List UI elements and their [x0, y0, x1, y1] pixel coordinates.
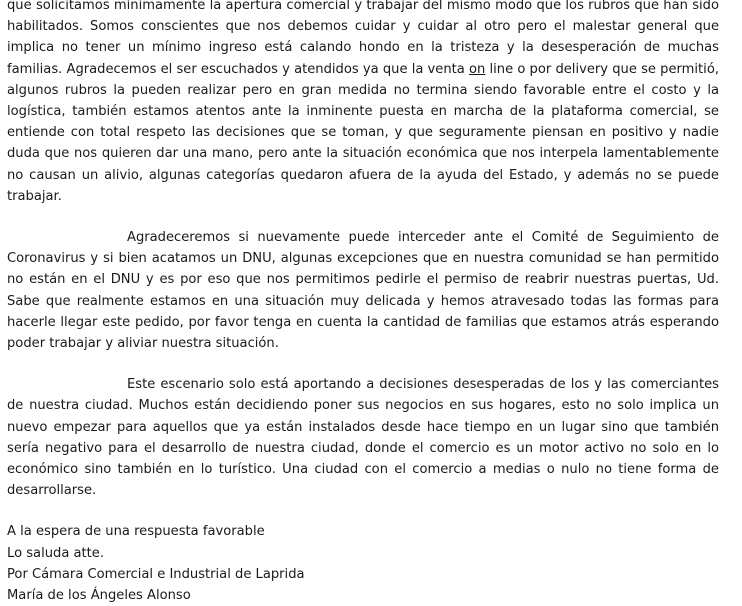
closing-line-farewell: A la espera de una respuesta favorable: [7, 524, 265, 540]
paragraph-1-text-before: que solicitamos mínimamente la apertura comercial y trabajar del mismo modo que los rubros que han sido habilitados. Somos conscientes que nos debemos cuidar y cuidar al otro pero el malestar general que implica no tener un mínimo ingreso está calando hondo en la tristeza y la desesperación de muchas familias. Agradecemos el ser escuchados y atendidos ya que la venta: [7, 0, 719, 77]
closing-line-salutation: Lo saluda atte.: [7, 545, 105, 561]
closing-block: [7, 521, 719, 606]
paragraph-spacer: [7, 354, 719, 374]
paragraph-1-underlined-word: on: [469, 61, 486, 77]
letter-page: [7, 0, 719, 606]
paragraph-2: Agradeceremos si nuevamente puede interceder ante el Comité de Seguimiento de Coronavirus y si bien acatamos un DNU, algunas excepciones que en nuestra comunidad se han permitido no están en el DNU y es por eso que nos permitimos pedirle el permiso de reabrir nuestras puertas, Ud. Sabe que realmente estamos en una situación muy delicada y hemos atravesado todas las formas para hacerle llegar este pedido, por favor tenga en cuenta la cantidad de familias que estamos atrás esperando poder trabajar y aliviar nuestra situación.: [7, 230, 719, 352]
paragraph-3: Este escenario solo está aportando a decisiones desesperadas de los y las comerciantes de nuestra ciudad. Muchos están decidiendo poner sus negocios en sus hogares, esto no solo implica un nuevo empezar para aquellos que ya están instalados desde hace tiempo en un lugar sino que también sería negativo para el desarrollo de nuestra ciudad, donde el comercio es un motor activo no solo en lo económico sino también en lo turístico. Una ciudad con el comercio a medias o nulo no tiene forma de desarrollarse.: [7, 377, 719, 499]
paragraph-1-text-after: line o por delivery que se permitió, algunos rubros la pueden realizar pero en gran medida no termina siendo favorable entre el costo y la logística, también estamos atentos ante la inminente puesta en marcha de la plataforma comercial, se entiende con total respeto las decisiones que se toman, y que seguramente piensan en positivo y nadie duda que nos quieren dar una mano, pero ante la situación económica que nos interpela lamentablemente no causan un alivio, algunas categorías quedaron afuera de la ayuda del Estado, y además no se puede trabajar.: [7, 61, 719, 204]
paragraph-spacer: [7, 207, 719, 227]
closing-line-organization: Por Cámara Comercial e Industrial de Laprida: [7, 566, 305, 582]
closing-line-signatory: María de los Ángeles Alonso: [7, 588, 191, 604]
paragraph-1: [7, 0, 719, 207]
